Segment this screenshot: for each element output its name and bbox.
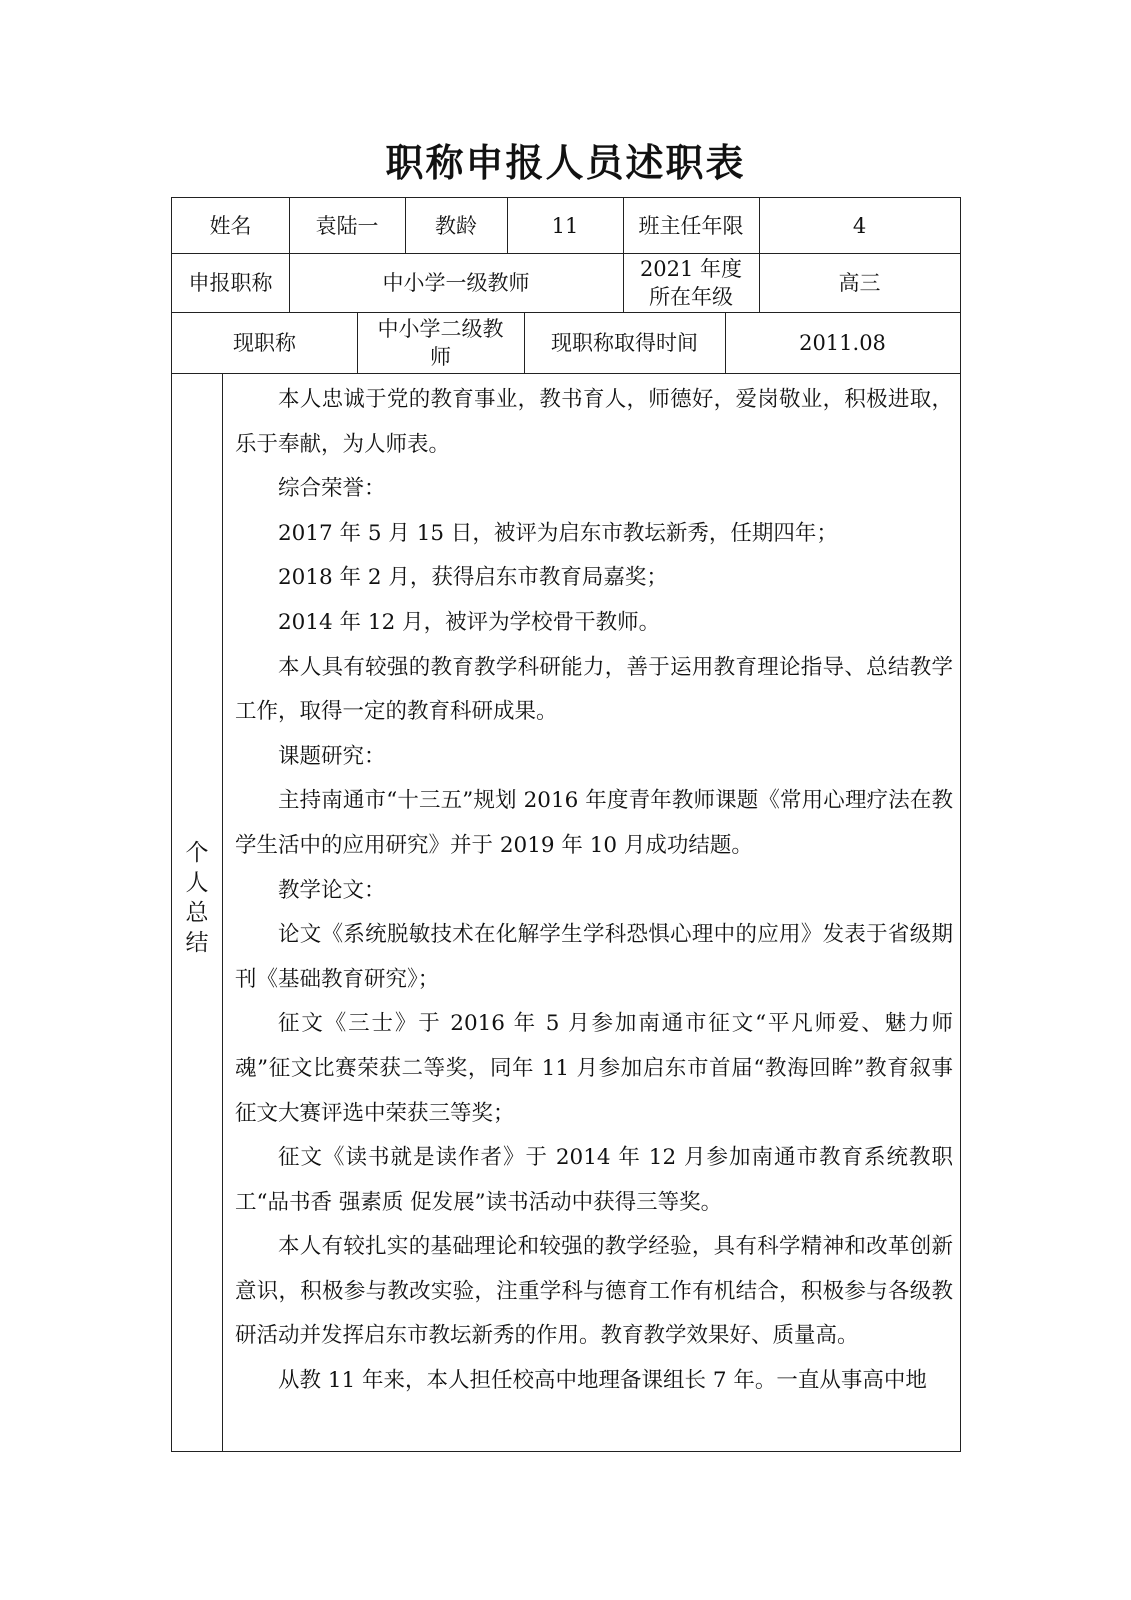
summary-label-char: 个 xyxy=(185,840,209,866)
current-title-label: 现职称 xyxy=(233,330,296,355)
application-form-table xyxy=(171,197,961,1452)
summary-paragraph: 本人忠诚于党的教育事业，教书育人，师德好，爱岗敬业，积极进取，乐于奉献，为人师表。 xyxy=(235,387,953,457)
summary-paragraph: 教学论文： xyxy=(278,877,386,903)
column-divider xyxy=(222,373,223,1451)
current-title-value xyxy=(357,312,524,373)
summary-paragraph: 本人具有较强的教育教学科研能力，善于运用教育理论指导、总结教学工作，取得一定的教育科研成果。 xyxy=(235,654,953,725)
summary-label-char: 结 xyxy=(185,930,209,956)
summary-paragraph: 征文《读书就是读作者》于 2014 年 12 月参加南通市教育系统教职工“品书香 强素质 促发展”读书活动中获得三等奖。 xyxy=(235,1145,953,1215)
summary-label-char: 人 xyxy=(185,870,209,896)
summary-paragraph: 课题研究： xyxy=(278,743,386,769)
applied-title-label: 申报职称 xyxy=(188,270,273,295)
head-teacher-years-value: 4 xyxy=(852,213,867,238)
name-label: 姓名 xyxy=(209,213,252,238)
grade-label-line2: 所在年级 xyxy=(649,284,733,309)
applied-title-value: 中小学一级教师 xyxy=(382,270,530,295)
grade-label xyxy=(623,253,759,312)
summary-paragraph: 综合荣誉： xyxy=(278,476,386,502)
teaching-years-value: 11 xyxy=(551,213,579,238)
teaching-years-label: 教龄 xyxy=(435,213,477,238)
summary-paragraph: 从教 11 年来，本人担任校高中地理备课组长 7 年。一直从事高中地 xyxy=(278,1368,927,1394)
page-title: 职称申报人员述职表 xyxy=(385,140,746,185)
summary-paragraph: 2017 年 5 月 15 日，被评为启东市教坛新秀，任期四年； xyxy=(278,520,838,546)
current-title-value-line1: 中小学二级教 xyxy=(377,316,504,341)
title-obtained-date-value: 2011.08 xyxy=(799,330,886,355)
grade-value: 高三 xyxy=(838,270,881,295)
personal-summary-label xyxy=(172,838,222,958)
grade-label-line1: 2021 年度 xyxy=(639,256,743,281)
personal-summary-text xyxy=(235,378,953,1404)
head-teacher-years-label: 班主任年限 xyxy=(638,213,744,238)
summary-paragraph: 2018 年 2 月，获得启东市教育局嘉奖； xyxy=(278,565,668,591)
summary-paragraph: 论文《系统脱敏技术在化解学生学科恐惧心理中的应用》发表于省级期刊《基础教育研究》； xyxy=(235,922,953,992)
summary-label-char: 总 xyxy=(185,900,209,926)
name-value: 袁陆一 xyxy=(315,213,379,238)
summary-paragraph: 主持南通市“十三五”规划 2016 年度青年教师课题《常用心理疗法在教学生活中的应用研究》并于 2019 年 10 月成功结题。 xyxy=(235,788,953,858)
current-title-value-line2: 师 xyxy=(430,344,451,369)
title-obtained-date-label: 现职称取得时间 xyxy=(551,330,698,355)
row-divider xyxy=(172,373,960,374)
summary-paragraph: 2014 年 12 月，被评为学校骨干教师。 xyxy=(278,609,661,635)
summary-paragraph: 征文《三士》于 2016 年 5 月参加南通市征文“平凡师爱、魅力师魂”征文比赛荣获二等奖，同年 11 月参加启东市首届“教海回眸”教育叙事征文大赛评选中荣获三等奖； xyxy=(235,1011,953,1126)
summary-paragraph: 本人有较扎实的基础理论和较强的教学经验，具有科学精神和改革创新意识，积极参与教改实验，注重学科与德育工作有机结合，积极参与各级教研活动并发挥启东市教坛新秀的作用。教育教学效果好、质量高。 xyxy=(235,1234,953,1349)
